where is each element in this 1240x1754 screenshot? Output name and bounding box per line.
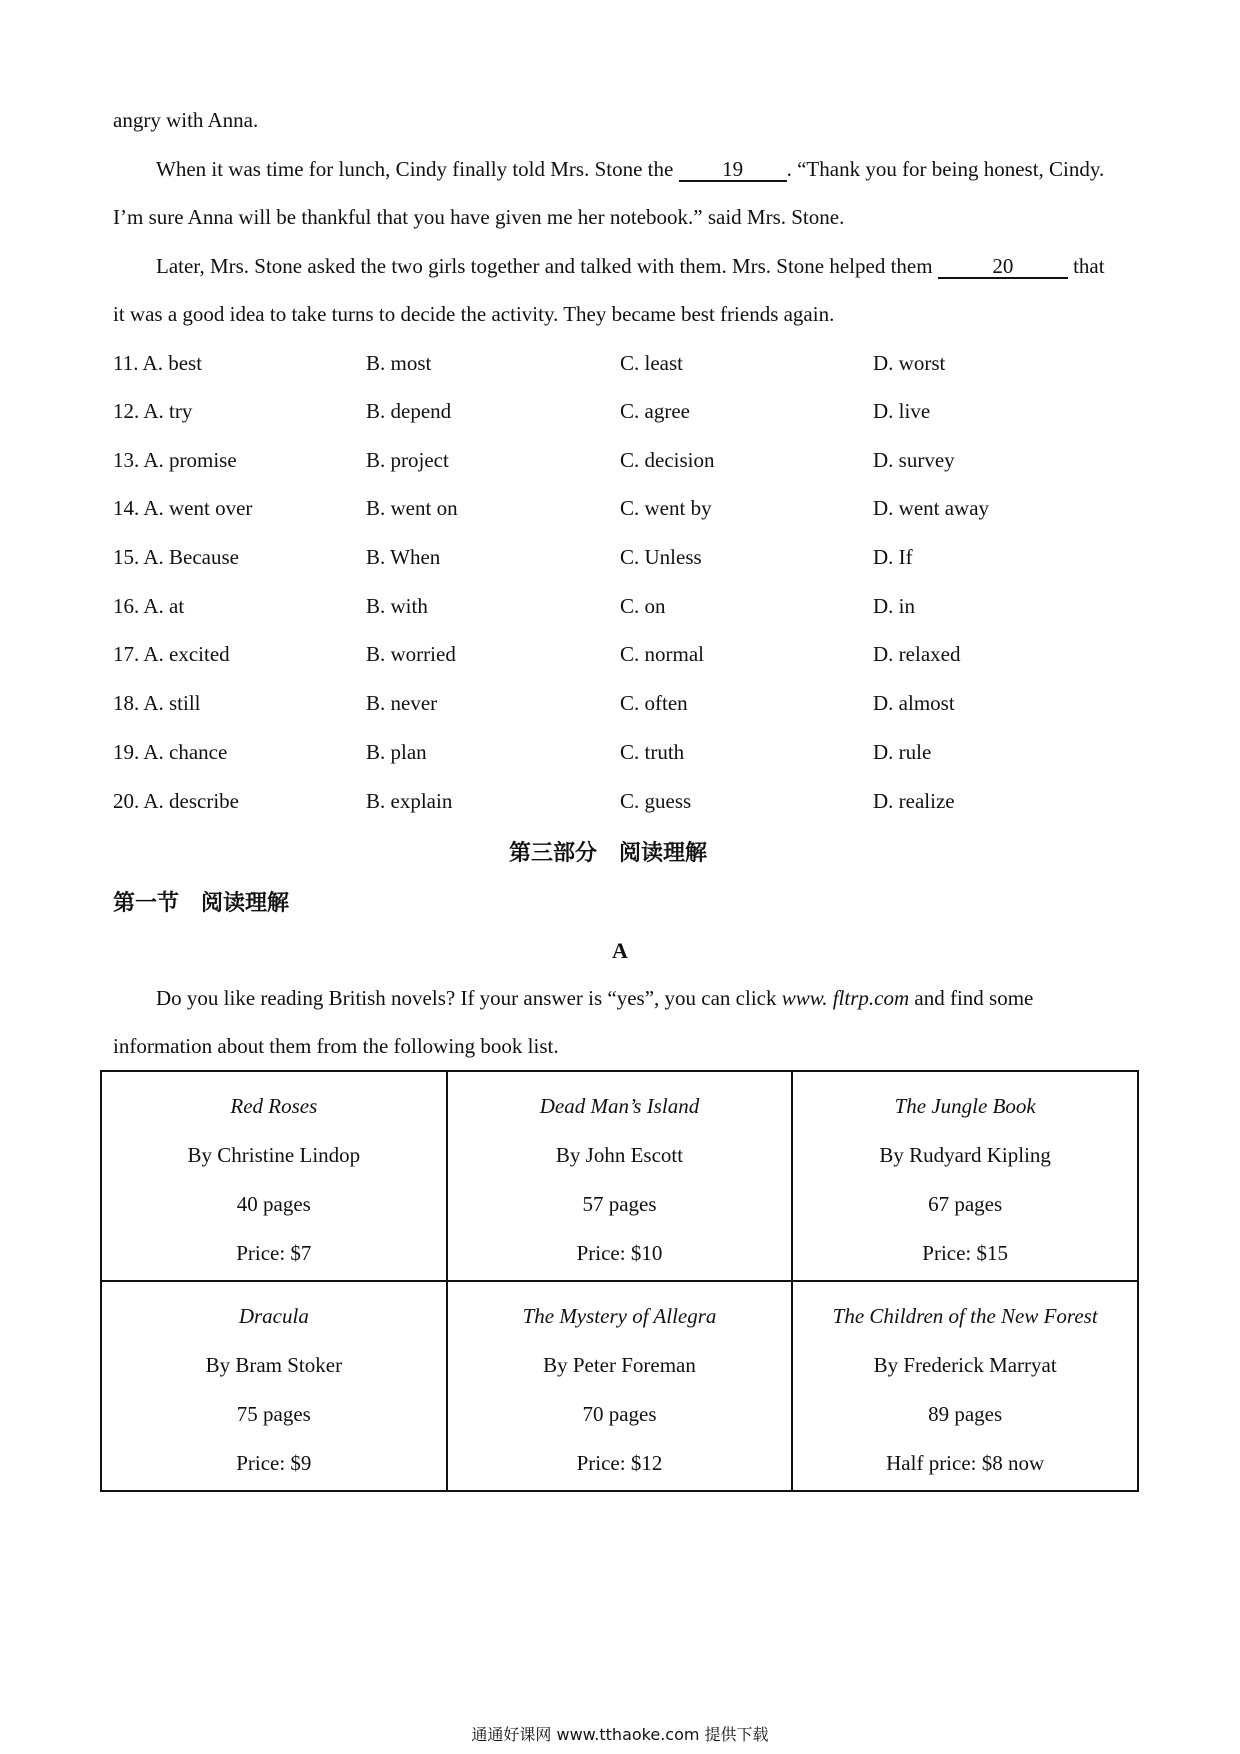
book-pages: 40 pages <box>236 1192 311 1216</box>
book-price: Price: $12 <box>576 1451 663 1475</box>
passage-text: . “Thank you for being honest, Cindy. <box>786 157 1105 181</box>
book-author: By Christine Lindop <box>187 1143 361 1167</box>
intro-text: Do you like reading British novels? If your answer is “yes”, you can click <box>156 986 777 1010</box>
option-row-14 <box>113 496 1133 526</box>
option-c: C. Unless <box>620 545 702 569</box>
option-c: C. normal <box>620 642 704 666</box>
section-a-label: A <box>612 938 628 963</box>
option-d: D. If <box>873 545 913 569</box>
book-price: Price: $15 <box>922 1241 1009 1265</box>
book-title: The Mystery of Allegra <box>522 1304 717 1328</box>
option-a: 11. A. best <box>113 351 203 375</box>
book-author: By Frederick Marryat <box>873 1353 1057 1377</box>
book-title: Dead Man’s Island <box>539 1094 700 1118</box>
book-author: By Rudyard Kipling <box>879 1143 1051 1167</box>
book-pages: 89 pages <box>928 1402 1003 1426</box>
passage-line <box>156 254 1105 279</box>
option-c: C. on <box>620 594 666 618</box>
book-price: Price: $10 <box>576 1241 663 1265</box>
passage-text: that <box>1073 254 1105 278</box>
passage-line <box>113 302 834 327</box>
passage-line <box>113 108 258 133</box>
passage-text: angry with Anna. <box>113 108 259 132</box>
book-cell <box>101 1281 447 1491</box>
book-cell <box>792 1281 1138 1491</box>
option-b: B. When <box>366 545 441 569</box>
book-pages: 57 pages <box>582 1192 657 1216</box>
option-d: D. live <box>873 399 931 423</box>
book-title: Red Roses <box>230 1094 318 1118</box>
option-row-18 <box>113 691 1133 721</box>
option-a: 12. A. try <box>113 399 193 423</box>
option-b: B. plan <box>366 740 427 764</box>
section-heading: 第一节 阅读理解 <box>113 891 290 916</box>
option-c: C. truth <box>620 740 685 764</box>
option-row-16 <box>113 594 1133 624</box>
option-d: D. in <box>873 594 915 618</box>
option-row-12 <box>113 399 1133 429</box>
book-list-table <box>100 1070 1139 1492</box>
option-b: B. worried <box>366 642 456 666</box>
option-a: 18. A. still <box>113 691 201 715</box>
book-price: Price: $7 <box>236 1241 312 1265</box>
option-row-13 <box>113 448 1133 478</box>
blank-19: 19 <box>679 158 787 182</box>
book-author: By John Escott <box>555 1143 684 1167</box>
option-c: C. went by <box>620 496 712 520</box>
book-author: By Bram Stoker <box>205 1353 343 1377</box>
passage-line <box>113 205 844 230</box>
option-a: 19. A. chance <box>113 740 228 764</box>
option-row-11 <box>113 351 1133 381</box>
option-a: 20. A. describe <box>113 789 239 813</box>
option-d: D. survey <box>873 448 955 472</box>
option-d: D. realize <box>873 789 955 813</box>
option-b: B. depend <box>366 399 452 423</box>
option-c: C. agree <box>620 399 690 423</box>
option-row-17 <box>113 642 1133 672</box>
option-b: B. never <box>366 691 438 715</box>
book-cell <box>447 1281 793 1491</box>
option-c: C. decision <box>620 448 715 472</box>
option-c: C. guess <box>620 789 692 813</box>
option-a: 14. A. went over <box>113 496 253 520</box>
option-b: B. with <box>366 594 428 618</box>
intro-line <box>156 986 1033 1011</box>
passage-text: When it was time for lunch, Cindy finally told Mrs. Stone the <box>156 157 674 181</box>
book-cell <box>101 1071 447 1281</box>
option-a: 17. A. excited <box>113 642 230 666</box>
intro-line <box>113 1034 559 1059</box>
book-price: Price: $9 <box>236 1451 312 1475</box>
option-row-15 <box>113 545 1133 575</box>
book-cell <box>792 1071 1138 1281</box>
option-row-20 <box>113 789 1133 819</box>
book-cell <box>447 1071 793 1281</box>
passage-line <box>156 157 1104 182</box>
option-b: B. most <box>366 351 432 375</box>
website-text: www. fltrp.com <box>781 986 910 1010</box>
option-a: 13. A. promise <box>113 448 237 472</box>
option-c: C. often <box>620 691 688 715</box>
table-row <box>101 1281 1138 1491</box>
book-pages: 70 pages <box>582 1402 657 1426</box>
book-author: By Peter Foreman <box>543 1353 696 1377</box>
book-price: Half price: $8 now <box>886 1451 1045 1475</box>
option-b: B. went on <box>366 496 458 520</box>
book-title: The Children of the New Forest <box>832 1304 1098 1328</box>
option-d: D. went away <box>873 496 990 520</box>
option-d: D. relaxed <box>873 642 961 666</box>
footer-text: 通通好课网 www.tthaoke.com 提供下载 <box>471 1725 769 1744</box>
option-row-19 <box>113 740 1133 770</box>
passage-text: it was a good idea to take turns to decide the activity. They became best friends again. <box>113 302 835 326</box>
intro-text: information about them from the following book list. <box>113 1034 559 1058</box>
option-d: D. rule <box>873 740 932 764</box>
part-heading: 第三部分 阅读理解 <box>509 841 708 866</box>
intro-text: and find some <box>914 986 1034 1010</box>
table-row <box>101 1071 1138 1281</box>
blank-20: 20 <box>938 255 1068 279</box>
option-a: 15. A. Because <box>113 545 239 569</box>
option-a: 16. A. at <box>113 594 185 618</box>
option-d: D. almost <box>873 691 955 715</box>
book-pages: 67 pages <box>928 1192 1003 1216</box>
book-title: Dracula <box>238 1304 309 1328</box>
option-c: C. least <box>620 351 683 375</box>
passage-text: Later, Mrs. Stone asked the two girls together and talked with them. Mrs. Stone helped them <box>156 254 933 278</box>
option-b: B. project <box>366 448 449 472</box>
option-b: B. explain <box>366 789 453 813</box>
book-title: The Jungle Book <box>894 1094 1036 1118</box>
passage-text: I’m sure Anna will be thankful that you have given me her notebook.” said Mrs. Stone. <box>113 205 845 229</box>
book-pages: 75 pages <box>236 1402 311 1426</box>
option-d: D. worst <box>873 351 946 375</box>
